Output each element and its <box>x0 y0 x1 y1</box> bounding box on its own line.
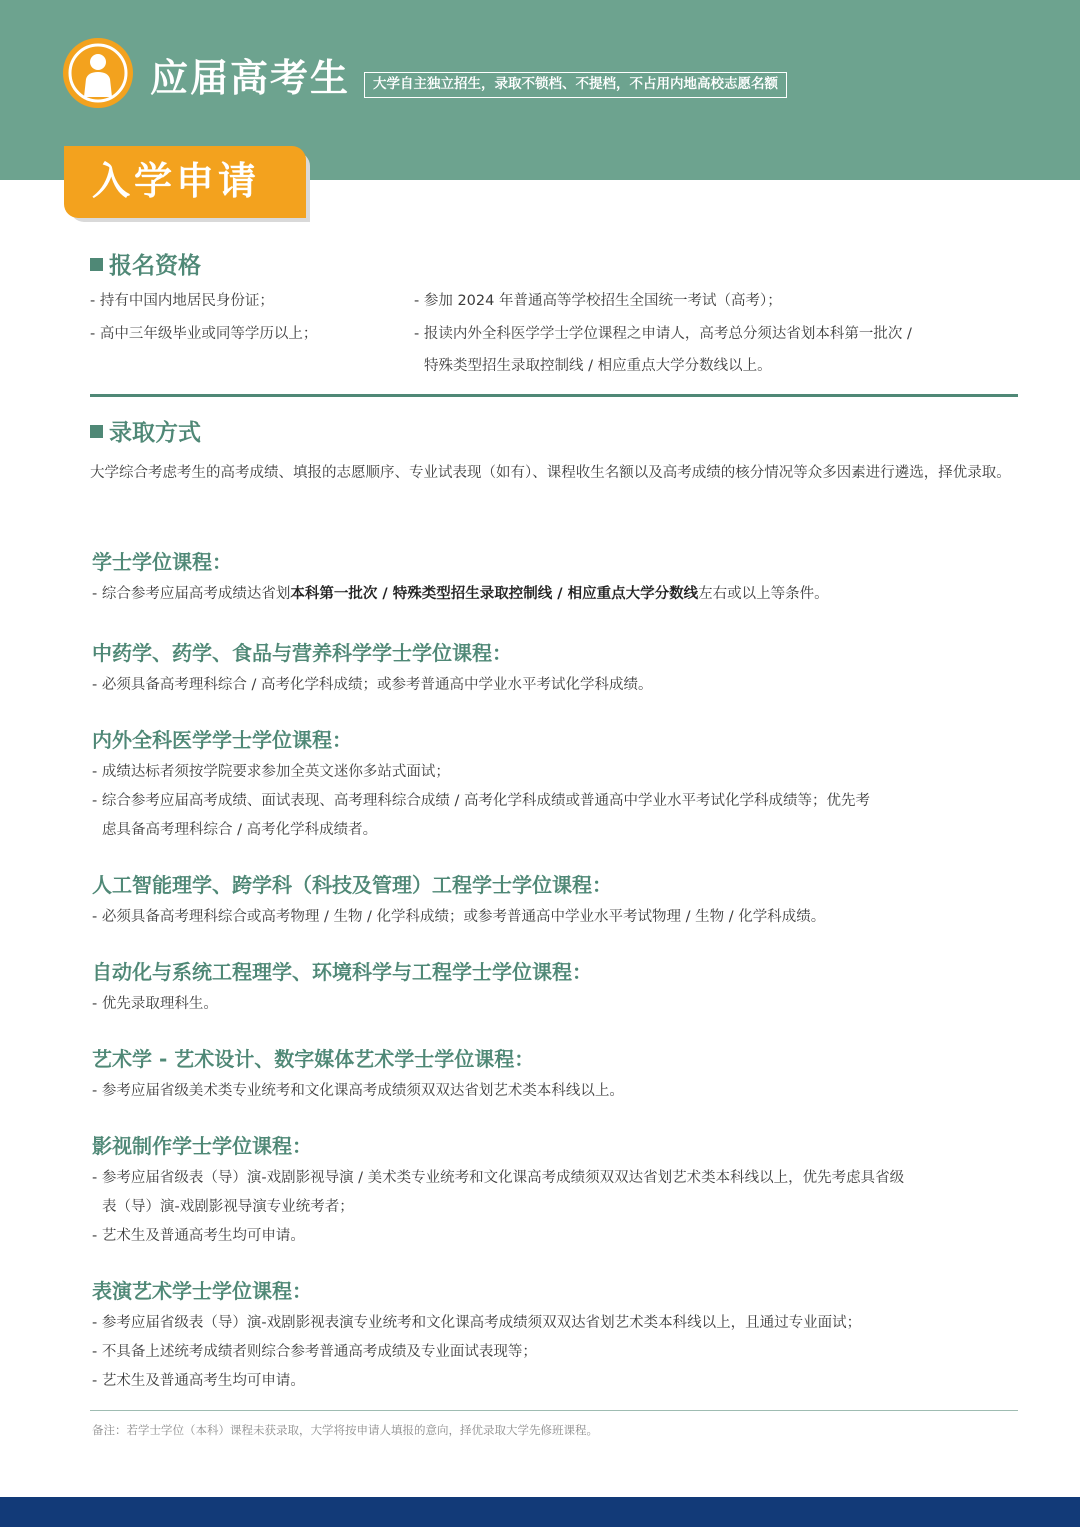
eligibility-heading <box>90 251 201 281</box>
program-title: 艺术学 - 艺术设计、数字媒体艺术学士学位课程： <box>92 1047 535 1071</box>
program-item: - 成绩达标者须按学院要求参加全英文迷你多站式面试； <box>92 764 450 780</box>
eligibility-item: - 高中三年级毕业或同等学历以上； <box>90 326 318 342</box>
program-title: 内外全科医学学士学位课程： <box>92 728 352 752</box>
admission-heading <box>90 418 201 448</box>
eligibility-item: - 参加 2024 年普通高等学校招生全国统一考试（高考）； <box>414 293 782 309</box>
admission-heading-text: 录取方式 <box>109 420 201 446</box>
program-title: 表演艺术学士学位课程： <box>92 1279 312 1303</box>
program-item-continued: 虑具备高考理科综合 / 高考化学科成绩者。 <box>102 822 378 838</box>
square-bullet-icon <box>90 425 103 438</box>
program-item: - 优先录取理科生。 <box>92 996 218 1012</box>
program-title: 自动化与系统工程理学、环境科学与工程学士学位课程： <box>92 960 592 984</box>
program-title: 中药学、药学、食品与营养科学学士学位课程： <box>92 641 512 665</box>
eligibility-item: - 报读内外全科医学学士学位课程之申请人，高考总分须达省划本科第一批次 / <box>414 326 912 342</box>
eligibility-heading-text: 报名资格 <box>109 253 201 279</box>
program-item: - 不具备上述统考成绩者则综合参考普通高考成绩及专业面试表现等； <box>92 1344 537 1360</box>
program-title: 影视制作学士学位课程： <box>92 1134 312 1158</box>
footer-band <box>0 1497 1080 1527</box>
header-tagline: 大学自主独立招生，录取不锁档、不提档，不占用内地高校志愿名额 <box>364 72 787 98</box>
program-item-continued: 表（导）演-戏剧影视导演专业统考者； <box>102 1199 354 1215</box>
section-divider <box>90 394 1018 397</box>
program-title: 人工智能理学、跨学科（科技及管理）工程学士学位课程： <box>92 873 612 897</box>
program-item: - 综合参考应届高考成绩、面试表现、高考理科综合成绩 / 高考化学科成绩或普通高中学业水平考试化学科成绩等；优先考 <box>92 793 870 809</box>
program-item-suffix: 左右或以上等条件。 <box>698 586 829 602</box>
program-item: - 必须具备高考理科综合 / 高考化学科成绩；或参考普通高中学业水平考试化学科成绩。 <box>92 677 653 693</box>
program-item: - 参考应届省级表（导）演-戏剧影视表演专业统考和文化课高考成绩须双双达省划艺术类本科线以上，且通过专业面试； <box>92 1315 862 1331</box>
program-item-prefix: - 综合参考应届高考成绩达省划 <box>92 586 291 602</box>
footnote: 备注：若学士学位（本科）课程未获录取，大学将按申请人填报的意向，择优录取大学先修班课程。 <box>92 1423 598 1437</box>
program-item-bold: 本科第一批次 / 特殊类型招生录取控制线 / 相应重点大学分数线 <box>290 586 699 602</box>
eligibility-item: - 持有中国内地居民身份证； <box>90 293 274 309</box>
person-icon <box>60 35 136 111</box>
program-title: 学士学位课程： <box>92 550 232 574</box>
square-bullet-icon <box>90 258 103 271</box>
program-item: - 参考应届省级表（导）演-戏剧影视导演 / 美术类专业统考和文化课高考成绩须双双达省划艺术类本科线以上，优先考虑具省级 <box>92 1170 905 1186</box>
program-item: - 艺术生及普通高考生均可申请。 <box>92 1228 305 1244</box>
admission-intro: 大学综合考虑考生的高考成绩、填报的志愿顺序、专业试表现（如有）、课程收生名额以及高考成绩的核分情况等众多因素进行遴选，择优录取。 <box>90 465 1011 481</box>
eligibility-item-continued: 特殊类型招生录取控制线 / 相应重点大学分数线以上。 <box>424 358 772 374</box>
program-item: - 参考应届省级美术类专业统考和文化课高考成绩须双双达省划艺术类本科线以上。 <box>92 1083 624 1099</box>
note-divider <box>90 1410 1018 1411</box>
page-title: 应届高考生 <box>150 56 351 100</box>
program-item: - 必须具备高考理科综合或高考物理 / 生物 / 化学科成绩；或参考普通高中学业水平考试物理 / 生物 / 化学科成绩。 <box>92 909 826 925</box>
program-item: - 艺术生及普通高考生均可申请。 <box>92 1373 305 1389</box>
program-item <box>92 584 829 604</box>
section-tab-label: 入学申请 <box>92 159 261 203</box>
